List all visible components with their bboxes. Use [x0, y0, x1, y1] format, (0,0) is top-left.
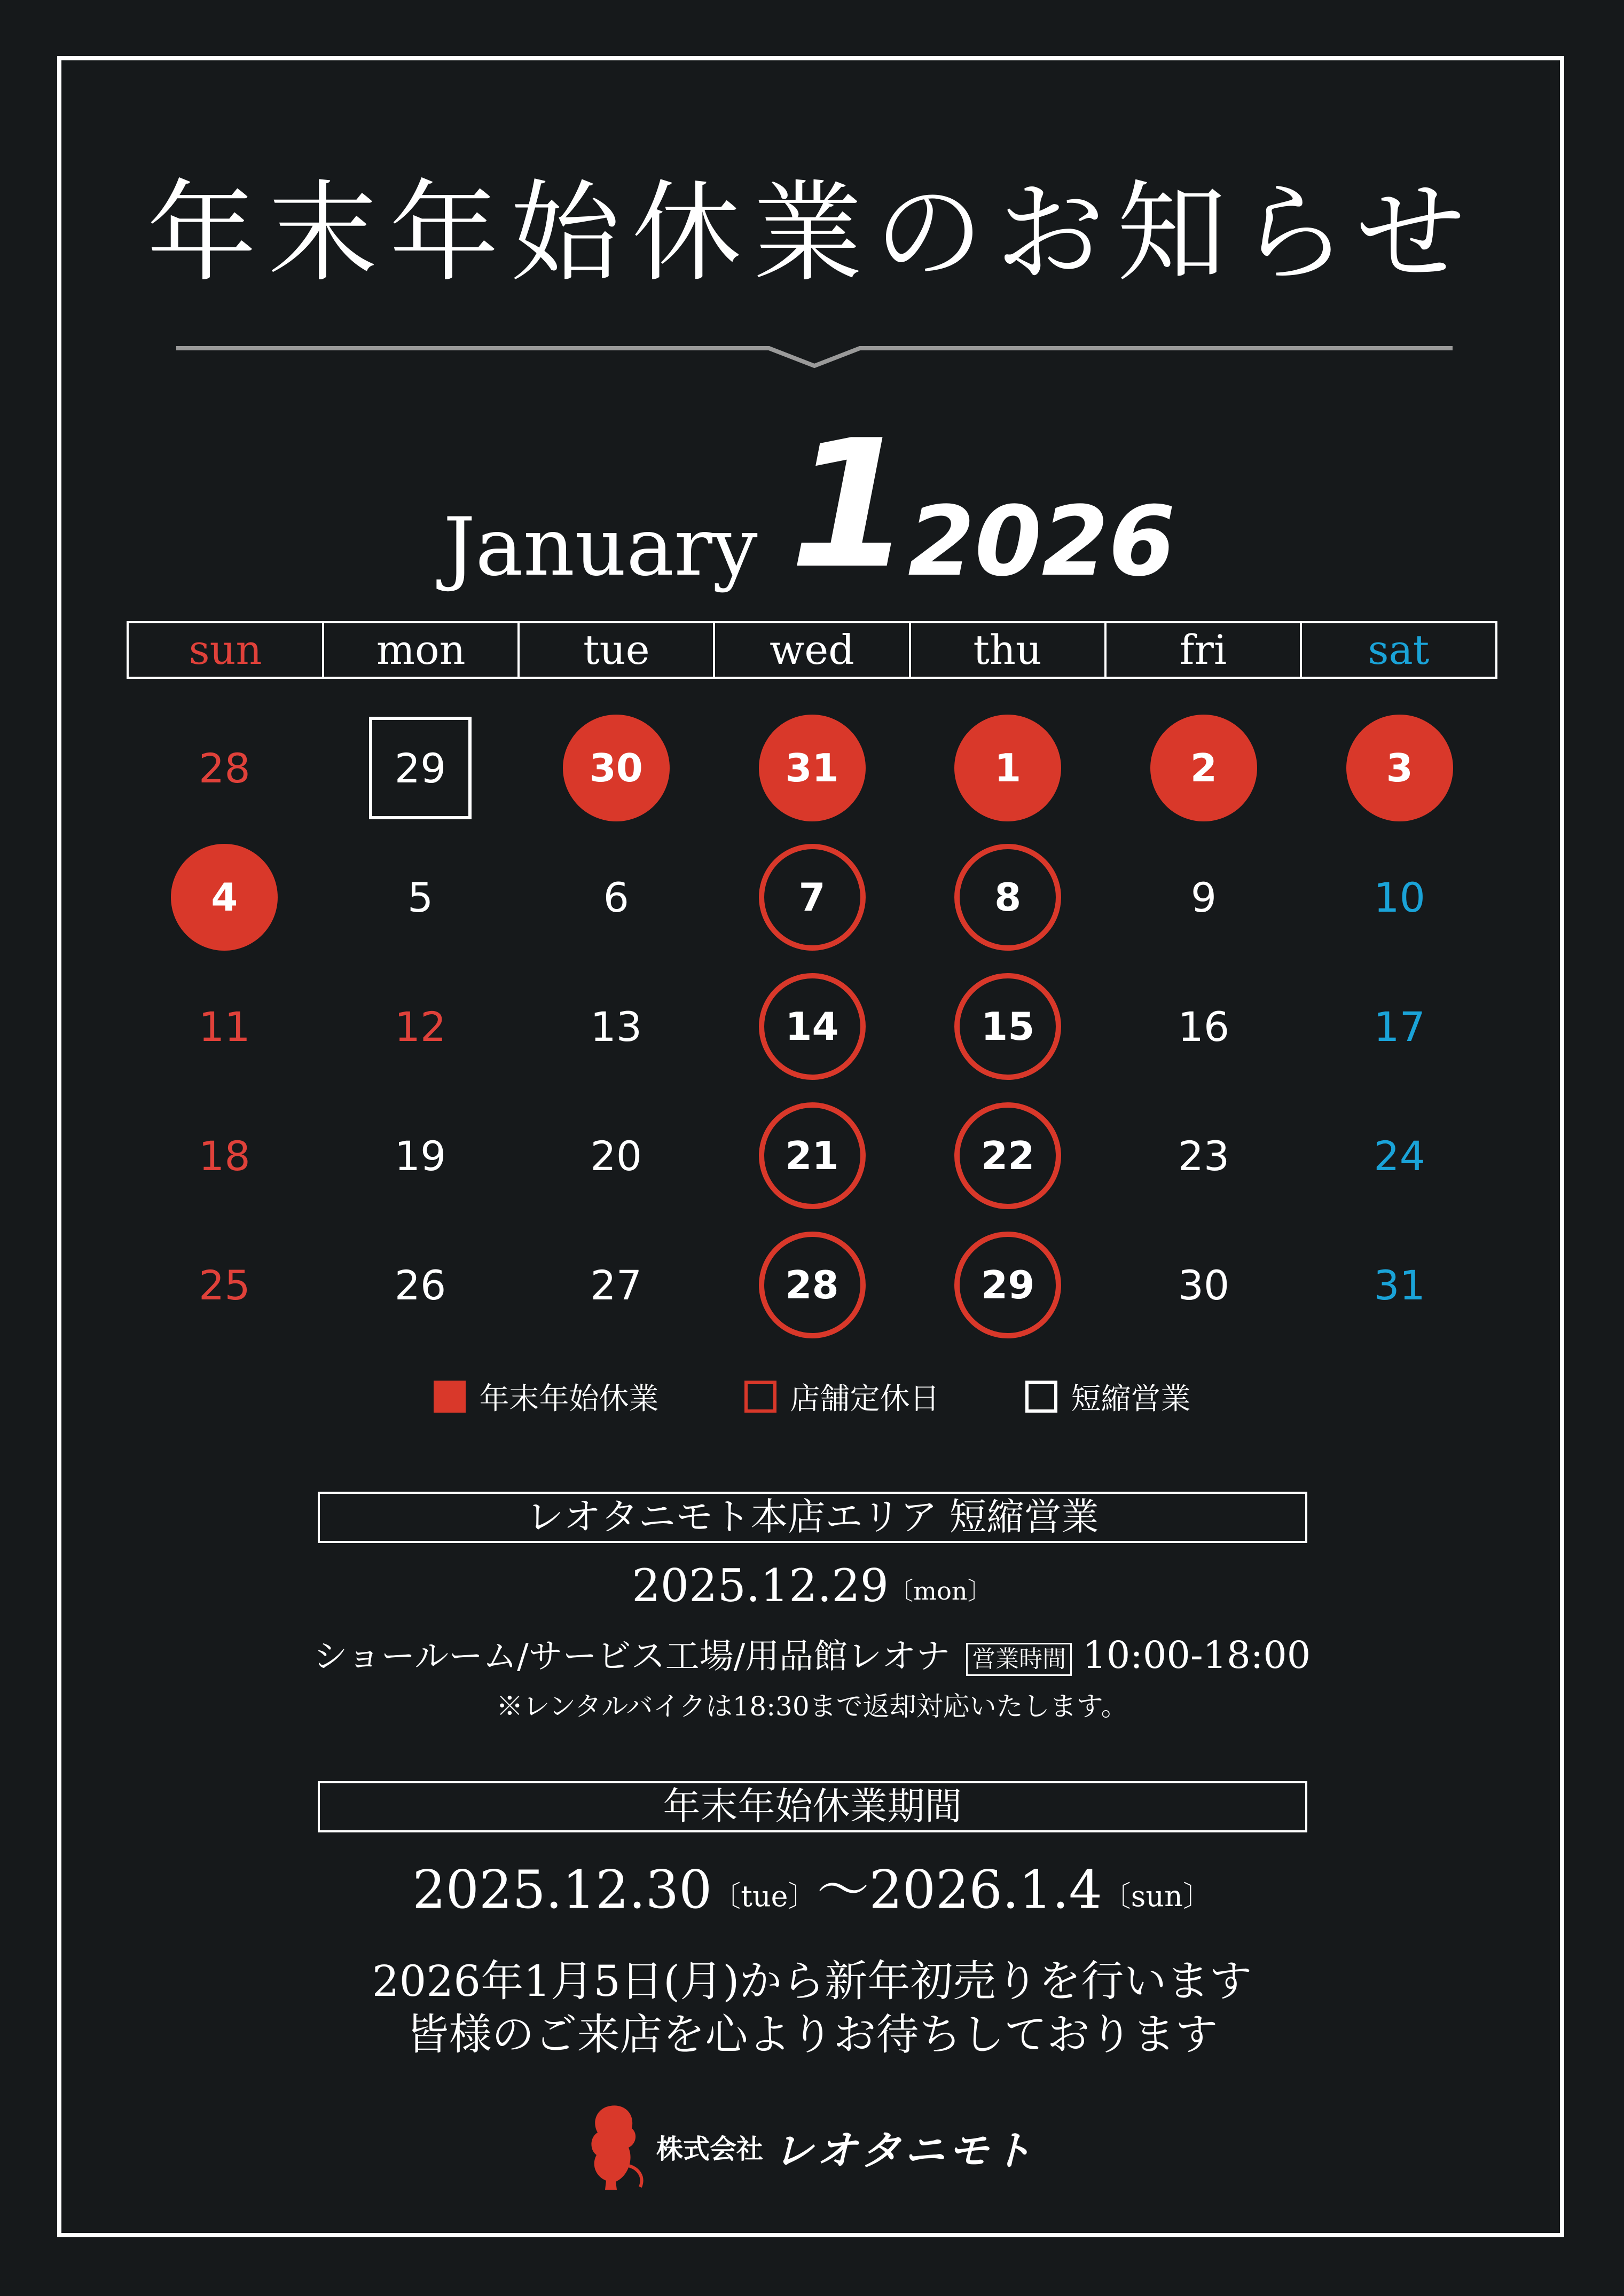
welcome-line: 皆様のご来店を心よりお待ちしております	[406, 2010, 1218, 2059]
calendar-day: 16	[1178, 1002, 1230, 1051]
calendar-day: 27	[590, 1261, 642, 1309]
company-logo	[585, 2102, 1035, 2192]
new-year-sale-line: 2026年1月5日(月)から新年初売りを行います	[372, 1956, 1252, 2006]
calendar-day: 14	[759, 973, 866, 1080]
short-hours-day: 〔mon〕	[889, 1577, 992, 1605]
legend-short	[1025, 1375, 1191, 1418]
calendar-day: 11	[198, 1002, 250, 1051]
short-hours-detail	[0, 1629, 1624, 1678]
short-hours-time: 10:00-18:00	[1082, 1633, 1311, 1677]
calendar-day: 8	[954, 844, 1061, 951]
calendar-day: 26	[394, 1261, 446, 1309]
legend-holiday-label: 年末年始休業	[479, 1382, 659, 1416]
year: 2026	[908, 486, 1175, 598]
calendar-day: 29	[954, 1232, 1061, 1338]
calendar-day: 21	[759, 1102, 866, 1209]
calendar-day: 13	[590, 1002, 642, 1051]
calendar-day: 17	[1374, 1002, 1425, 1051]
title-divider	[176, 336, 1453, 369]
calendar-day: 1	[954, 715, 1061, 821]
calendar-day: 29	[369, 717, 472, 819]
holiday-tilde: 〜	[817, 1860, 869, 1921]
calendar-day: 6	[603, 873, 629, 921]
legend-closed-swatch	[744, 1381, 776, 1413]
holiday-period-heading: 年末年始休業期間	[318, 1781, 1307, 1832]
weekday-sat: sat	[1368, 626, 1430, 673]
short-hours-date: 2025.12.29	[632, 1560, 889, 1612]
weekday-mon: mon	[324, 623, 520, 677]
weekday-tue: tue	[520, 623, 715, 677]
calendar-day: 30	[563, 715, 670, 821]
holiday-start: 2025.12.30	[412, 1860, 712, 1921]
legend-closed-label: 店舗定休日	[790, 1382, 940, 1416]
calendar-day: 9	[1190, 873, 1217, 921]
legend-closed	[744, 1375, 940, 1418]
legend-short-label: 短縮営業	[1071, 1382, 1191, 1416]
calendar-day: 3	[1346, 715, 1453, 821]
calendar-day: 31	[759, 715, 866, 821]
calendar-day: 25	[198, 1261, 250, 1309]
calendar-day: 31	[1374, 1261, 1425, 1309]
page-title: 年末年始休業のお知らせ	[147, 170, 1477, 297]
legend-holiday-swatch	[434, 1381, 466, 1413]
weekday-wed: wed	[715, 623, 911, 677]
holiday-end-day: 〔sun〕	[1102, 1879, 1212, 1913]
calendar-day: 2	[1150, 715, 1257, 821]
holiday-end: 2026.1.4	[869, 1860, 1102, 1921]
calendar-day: 15	[954, 973, 1061, 1080]
calendar-day: 7	[759, 844, 866, 951]
calendar-day: 22	[954, 1102, 1061, 1209]
calendar-day: 10	[1374, 873, 1425, 921]
calendar-day: 12	[394, 1002, 446, 1051]
calendar-day: 23	[1178, 1132, 1230, 1180]
company-prefix: 株式会社	[656, 2134, 763, 2165]
short-hours-heading: レオタニモト本店エリア 短縮営業	[318, 1492, 1307, 1543]
month-name: January	[443, 501, 758, 594]
holiday-period-range	[0, 1848, 1624, 1923]
calendar-day: 20	[590, 1132, 642, 1180]
short-hours-places: ショールーム/サービス工場/用品館レオナ	[313, 1637, 951, 1676]
short-hours-date-line	[0, 1560, 1624, 1612]
calendar-day: 28	[759, 1232, 866, 1338]
legend-short-swatch	[1025, 1381, 1057, 1413]
calendar-day: 24	[1374, 1132, 1425, 1180]
company-name: レオタニモト	[773, 2126, 1035, 2174]
weekday-thu: thu	[911, 623, 1107, 677]
calendar-day: 4	[171, 844, 278, 951]
calendar-day: 28	[198, 744, 250, 792]
calendar-day: 5	[407, 873, 434, 921]
calendar-grid	[127, 638, 1497, 1309]
calendar-day: 30	[1178, 1261, 1230, 1309]
weekday-fri: fri	[1107, 623, 1302, 677]
weekday-sun: sun	[129, 623, 324, 677]
hours-badge: 営業時間	[966, 1643, 1072, 1676]
holiday-start-day: 〔tue〕	[712, 1879, 817, 1913]
month-number: 1	[789, 402, 912, 607]
rental-note: ※レンタルバイクは18:30まで返却対応いたします。	[496, 1691, 1128, 1722]
legend-holiday	[434, 1375, 659, 1418]
calendar-day: 19	[394, 1132, 446, 1180]
calendar-day: 18	[198, 1132, 250, 1180]
lion-icon	[585, 2102, 649, 2192]
legend	[0, 1375, 1624, 1418]
